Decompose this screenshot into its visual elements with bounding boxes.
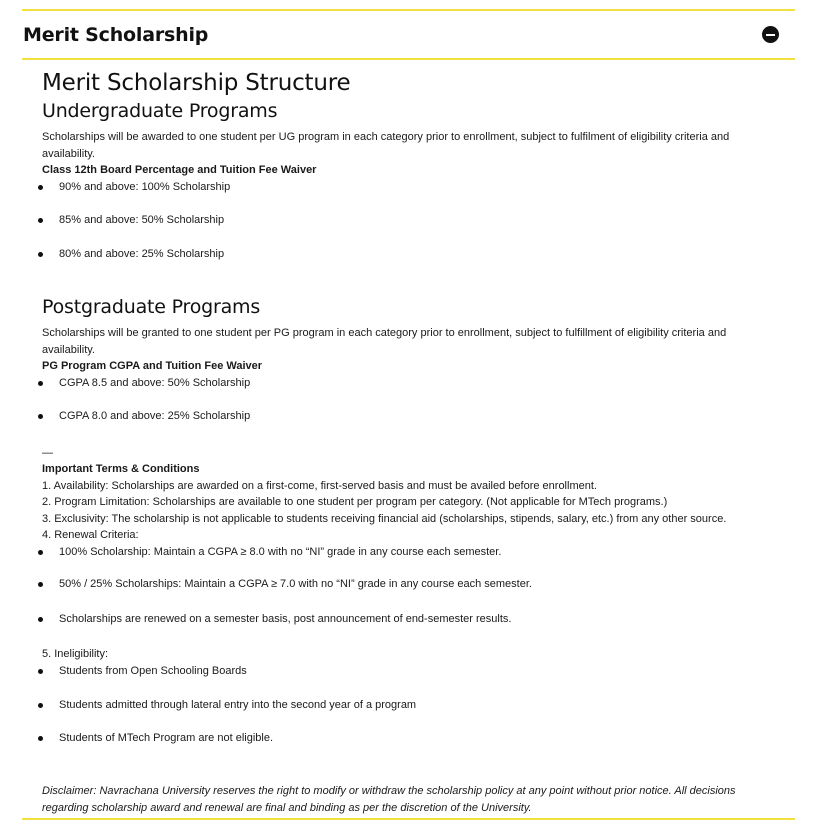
ug-heading: Undergraduate Programs xyxy=(42,100,278,122)
ug-subheading: Class 12th Board Percentage and Tuition Fee Waiver xyxy=(42,164,317,176)
ug-item: 90% and above: 100% Scholarship xyxy=(42,179,777,196)
pg-subheading: PG Program CGPA and Tuition Fee Waiver xyxy=(42,360,263,372)
ug-item: 80% and above: 25% Scholarship xyxy=(42,246,777,263)
terms-heading: Important Terms & Conditions xyxy=(42,463,200,475)
term-renewal: 4. Renewal Criteria: xyxy=(42,529,139,541)
ug-list xyxy=(42,179,777,263)
renewal-item: Scholarships are renewed on a semester basis, post announcement of end-semester results. xyxy=(42,611,777,628)
accordion-header[interactable] xyxy=(22,11,795,58)
renewal-item: 50% / 25% Scholarships: Maintain a CGPA ≥ 7.0 with no “NI” grade in any course each semester. xyxy=(42,576,777,593)
accordion-title[interactable]: Merit Scholarship xyxy=(23,23,209,46)
renewal-list xyxy=(42,544,777,628)
separator: — xyxy=(42,446,53,459)
ug-item: 85% and above: 50% Scholarship xyxy=(42,212,777,229)
pg-list xyxy=(42,375,777,425)
header-divider xyxy=(22,58,795,60)
disclaimer: Disclaimer: Navrachana University reserves the right to modify or withdraw the scholarship policy at any point without prior notice. All decisions regarding scholarship award and renewal are final and binding as per the discretion of the University. xyxy=(42,785,736,814)
scholarship-accordion xyxy=(22,9,795,60)
page-title: Merit Scholarship Structure xyxy=(42,70,351,96)
ineligible-item: Students from Open Schooling Boards xyxy=(42,663,777,680)
ineligible-item: Students of MTech Program are not eligible. xyxy=(42,730,777,747)
term-program-limitation: 2. Program Limitation: Scholarships are available to one student per program per category. (Not applicable for MTech programs.) xyxy=(42,496,668,508)
ineligible-item: Students admitted through lateral entry into the second year of a program xyxy=(42,697,777,714)
pg-heading: Postgraduate Programs xyxy=(42,296,261,318)
term-ineligibility: 5. Ineligibility: xyxy=(42,648,109,660)
pg-intro: Scholarships will be granted to one student per PG program in each category prior to enrollment, subject to fulfillment of eligibility criteria and availability. xyxy=(42,327,727,356)
pg-item: CGPA 8.0 and above: 25% Scholarship xyxy=(42,408,777,425)
pg-item: CGPA 8.5 and above: 50% Scholarship xyxy=(42,375,777,392)
ineligible-list xyxy=(42,663,777,747)
bottom-divider xyxy=(22,818,795,820)
ug-intro: Scholarships will be awarded to one student per UG program in each category prior to enrollment, subject to fulfilment of eligibility criteria and availability. xyxy=(42,131,730,160)
term-exclusivity: 3. Exclusivity: The scholarship is not applicable to students receiving financial aid (scholarships, stipends, salary, etc.) from any other source. xyxy=(42,512,727,525)
minus-circle-icon[interactable] xyxy=(762,26,779,43)
renewal-item: 100% Scholarship: Maintain a CGPA ≥ 8.0 with no “NI” grade in any course each semester. xyxy=(42,544,777,561)
term-availability: 1. Availability: Scholarships are awarded on a first-come, first-served basis and must be availed before enrollment. xyxy=(42,479,597,492)
accordion-content xyxy=(42,68,777,816)
